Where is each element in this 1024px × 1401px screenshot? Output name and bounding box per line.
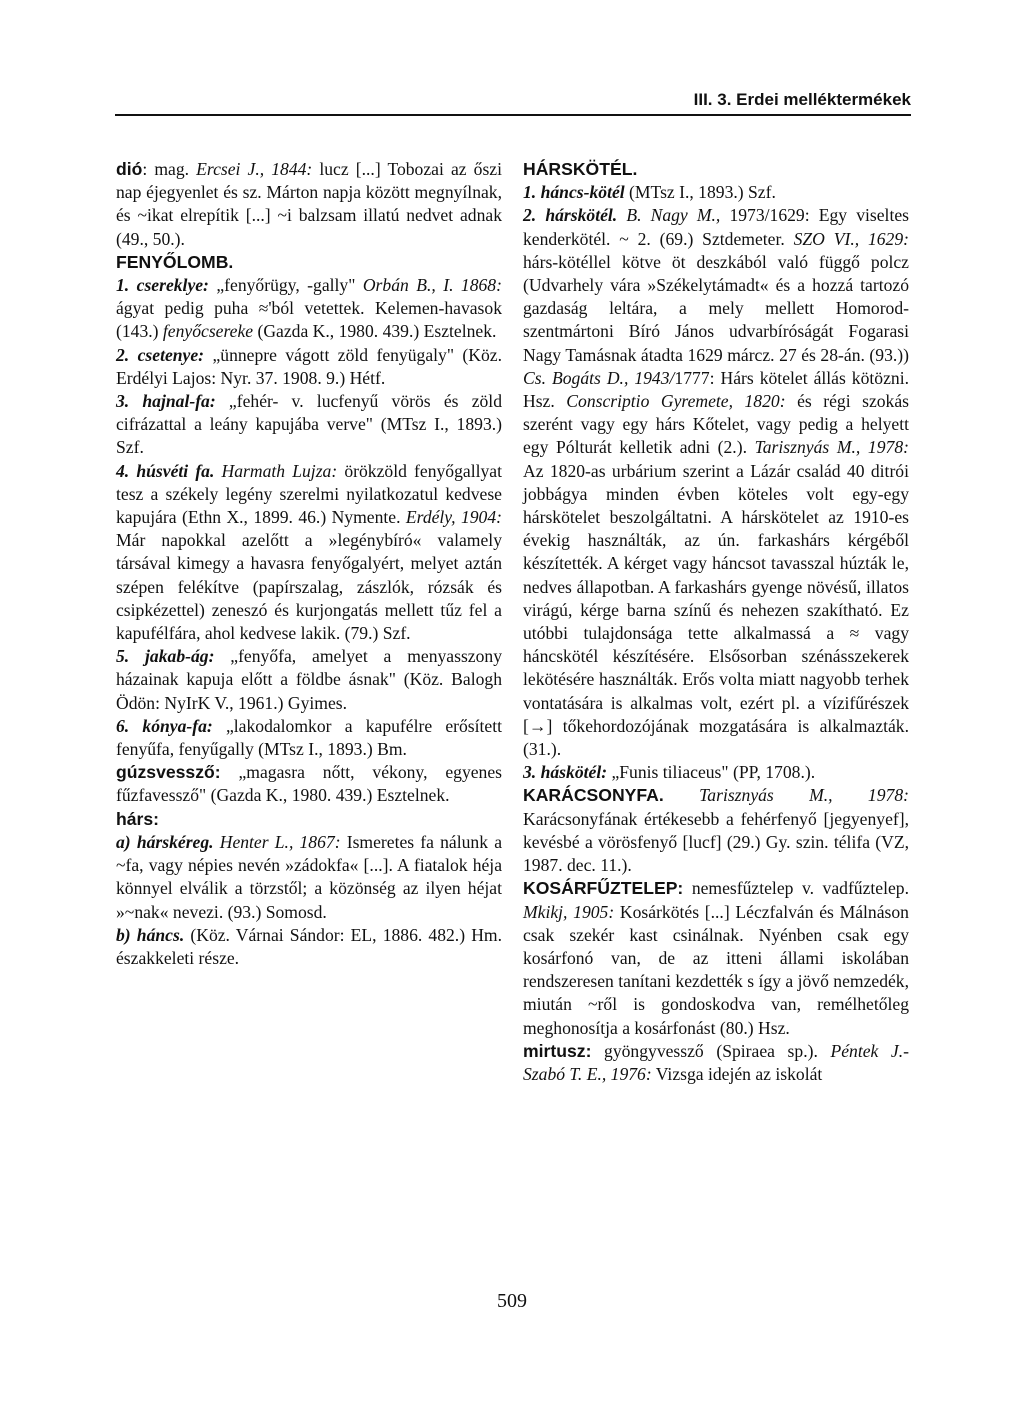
entry-text: Vizsga idején az iskolát — [651, 1063, 823, 1084]
headword: mirtusz: — [523, 1040, 592, 1061]
entry-text — [664, 785, 699, 805]
entry-paragraph — [116, 761, 502, 807]
subentry-headword: 2. hárskötél. — [523, 205, 618, 226]
subentry-headword: 1. csereklye: — [116, 275, 209, 296]
source-reference: Orbán B., I. 1868: — [362, 275, 502, 296]
source-reference: fenyőcsereke — [162, 321, 254, 342]
subentry-headword: 2. csetenye: — [116, 344, 205, 365]
source-reference: Harmath Lujza: — [221, 460, 338, 481]
source-reference: Erdély, 1904: — [405, 507, 502, 528]
entry-paragraph — [523, 761, 909, 784]
source-reference: Tarisznyás M., 1978: — [754, 437, 909, 458]
entry-text: és régi szokás szerént vagy egy hárs Kőtelet, vagy pedig a helyett egy Pólturát kelletik adni (2.). — [523, 391, 909, 458]
entry-text: lucz [...] Tobozai az őszi nap éjegyenlet és sz. Márton napja között megnyílnak, és ~ikat elrepítik [...] ~i balzsam illatú nedvet adnak (49., 50.). — [116, 159, 502, 249]
entry-paragraph — [523, 877, 909, 1039]
entry-text: : mag. — [142, 159, 197, 179]
entry-text: „fenyőfa, amelyet a menyasszony házainak kapuja előtt a földbe ásnak" (Köz. Balogh Ödön: NyIrK V., 1961.) Gyimes. — [116, 646, 502, 713]
entry-paragraph — [523, 158, 909, 181]
source-reference: Péntek J.-Szabó T. E., 1976: — [523, 1040, 909, 1084]
entry-paragraph — [116, 924, 502, 970]
source-reference: Conscriptio Gyremete, 1820: — [566, 391, 786, 412]
entry-text: Kosárkötés [...] Léczfalván és Málnáson csak szekér kast csinálnak. Nyénben csak egy kosárfonó van, de az itteni állami iskolában rendszeresen tanítani kezdették s így a jövő nemzedék, miután ~ről is gondoskodva van, remélhetőleg meghonosítja a kosárfonást (80.) Hsz. — [523, 901, 909, 1038]
entry-paragraph — [116, 715, 502, 761]
entry-text: „lakodalomkor a kapufélre erősített fenyűfa, fenyűgally (MTsz I., 1893.) Bm. — [116, 715, 503, 760]
entry-text: hárs-kötéllel kötve öt deszkából való függő polcz (Udvarhely vára »Székelytámadt« és a hozzá tartozó gazdaság leltára, a mely mellett Homorod-szentmártoni Bíró János udvarbíróságát Fogarasi Nagy Tamásnak átadta 1629 márcz. 27 és 28-án. (93.)) — [523, 251, 909, 365]
entry-text: gyöngyvessző (Spiraea sp.). — [591, 1040, 831, 1061]
entry-paragraph — [116, 158, 502, 251]
entry-paragraph — [116, 645, 502, 715]
headword: gúzsvessző: — [116, 762, 221, 783]
entry-text: nemesfűztelep v. vadfűztelep. — [683, 878, 909, 899]
source-reference: B. Nagy M., — [626, 205, 721, 226]
entry-paragraph — [116, 344, 502, 390]
page-number: 509 — [497, 1290, 527, 1312]
entry-paragraph — [523, 181, 909, 204]
headword: KOSÁRFŰZTELEP: — [523, 878, 684, 899]
headword: FENYŐLOMB. — [116, 251, 234, 272]
entry-text: „ünnepre vágott zöld fenyügaly" (Köz. Erdélyi Lajos: Nyr. 37. 1908. 9.) Hétf. — [116, 344, 502, 388]
subentry-headword: 1. háncs-kötél — [523, 182, 625, 203]
subentry-headword: b) háncs. — [116, 924, 185, 945]
right-column — [523, 158, 909, 1086]
subentry-headword: 4. húsvéti fa. — [116, 460, 215, 481]
entry-text: Karácsonyfának értékesebb a fehérfenyő [jegyenyef], kevésbé a vörösfenyő [lucf] (29.) Gy. szin. télifa (VZ, 1987. dec. 11.). — [523, 808, 909, 876]
entry-paragraph — [523, 204, 909, 761]
entry-paragraph — [116, 460, 502, 646]
source-reference: Cs. Bogáts D., 1943/ — [523, 367, 675, 388]
subentry-headword: 3. háskötél: — [523, 762, 608, 783]
subentry-headword: 6. kónya-fa: — [116, 715, 213, 736]
headword: HÁRSKÖTÉL. — [523, 159, 638, 179]
entry-text: „magasra nőtt, vékony, egyenes fűzfavessző" (Gazda K., 1980. 439.) Esztelnek. — [116, 762, 502, 806]
subentry-headword: 3. hajnal-fa: — [116, 391, 216, 412]
entry-paragraph — [523, 1040, 909, 1086]
entry-paragraph — [116, 251, 502, 274]
section-title: III. 3. Erdei melléktermékek — [693, 90, 911, 109]
entry-text: Az 1820-as urbárium szerint a Lázár család 40 ditrói jobbágya minden évben köteles volt egy-egy hárskötelet beszolgáltatni. A hárskötelet az 1910-es évekig használták, az ún. farkashárs kérgéből készítették. A kérget vagy háncsot tavasszal húzták le, nedves állapotban. A farkashárs gyenge növésű, illatos virágú, kérge barna színű és nehezen szakítható. Ez utóbbi tulajdonsága tette alkalmassá a ≈ vagy háncskötél készítésére. Elsősorban szénásszekerek lekötésére használták. Erős volta miatt nagyobb terhek vontatására is alkalmas volt, ezért pl. a vízifűrészek [→] tőkehordozójának mozgatására is alkalmazták. (31.). — [523, 460, 909, 760]
entry-text — [617, 205, 626, 225]
subentry-headword: 5. jakab-ág: — [116, 646, 215, 667]
source-reference: SZO VI., 1629: — [793, 228, 909, 249]
source-reference: Mkikj, 1905: — [523, 901, 615, 922]
headword: hárs: — [116, 808, 160, 829]
headword: dió — [116, 159, 143, 179]
entry-text: „fenyőrügy, -gally" — [208, 275, 363, 296]
subentry-headword: a) hárskéreg. — [116, 831, 214, 852]
entry-text: „Funis tiliaceus" (PP, 1708.). — [607, 762, 816, 783]
entry-text: (Gazda K., 1980. 439.) Esztelnek. — [253, 321, 497, 342]
entry-text: „fehér- v. lucfenyű vörös és zöld cifrázattal a leány kapujába verve" (MTsz I., 1893.) Szf. — [116, 391, 502, 458]
entry-text: (MTsz I., 1893.) Szf. — [624, 182, 776, 203]
left-column — [116, 158, 502, 970]
entry-text: örökzöld fenyőgallyat tesz a székely legény szerelmi nyilatkozatul kedvese kapujára (Ethn X., 1899. 46.) Nymente. — [116, 460, 502, 528]
entry-text: 1973/1629: Egy viseltes kenderkötél. ~ 2. (69.) Sztdemeter. — [523, 205, 909, 249]
source-reference: Tarisznyás M., 1978: — [699, 785, 909, 806]
entry-paragraph — [523, 784, 909, 877]
entry-paragraph — [116, 390, 502, 460]
source-reference: Henter L., 1867: — [219, 831, 341, 852]
running-header — [115, 86, 911, 116]
entry-paragraph — [116, 831, 502, 924]
entry-text: ágyat pedig puha ≈'ból vetettek. Kelemen-havasok (143.) — [116, 298, 502, 342]
entry-text: (Köz. Várnai Sándor: EL, 1886. 482.) Hm. északkeleti része. — [116, 924, 502, 968]
entry-paragraph — [116, 274, 502, 344]
headword: KARÁCSONYFA. — [523, 785, 664, 806]
entry-paragraph — [116, 808, 502, 831]
entry-text: Ismeretes fa nálunk a ~fa, vagy népies nevén »zádokfa« [...]. A fiatalok héja könnyel elválik a törzstől; a közönség az ilyen héjat »~nak« nevezi. (93.) Somosd. — [116, 831, 502, 922]
entry-text: 1777: Hárs kötelet állás kötözni. Hsz. — [523, 367, 909, 412]
source-reference: Ercsei J., 1844: — [196, 159, 313, 179]
entry-text: Már napokkal azelőtt a »legénybíró« valamely társával kimegy a havasra fenyőgalyért, melyet aztán szépen felékítve (papírszalag, zászlók, rózsák és csipkézettel) zeneszó és kurjongatás mellett tűz fel a kapufélfára, ahol kedvese lakik. (79.) Szf. — [116, 530, 502, 644]
entry-text — [214, 461, 221, 481]
header-rule — [115, 114, 911, 116]
